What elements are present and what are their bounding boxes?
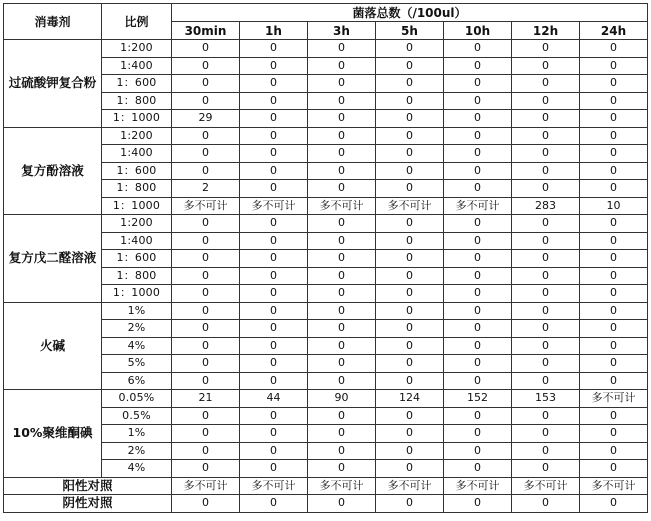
count-cell: 0 [376,145,444,163]
ratio-cell: 1：1000 [102,285,172,303]
count-cell: 0 [172,75,240,93]
count-cell: 0 [444,180,512,198]
count-cell: 0 [512,250,580,268]
count-cell: 0 [444,162,512,180]
count-cell: 0 [580,250,648,268]
count-cell: 0 [240,215,308,233]
count-cell: 0 [580,495,648,513]
count-cell: 0 [308,495,376,513]
count-cell: 0 [240,337,308,355]
count-cell: 0 [308,302,376,320]
ratio-cell: 1：600 [102,75,172,93]
count-cell: 0 [444,425,512,443]
count-cell: 多不可计 [512,477,580,495]
count-cell: 0 [240,460,308,478]
count-cell: 124 [376,390,444,408]
ratio-cell: 1：800 [102,267,172,285]
count-cell: 0 [240,92,308,110]
count-cell: 0 [308,355,376,373]
count-cell: 0 [376,92,444,110]
count-cell: 10 [580,197,648,215]
count-cell: 0 [444,57,512,75]
header-time: 1h [240,22,308,40]
count-cell: 0 [240,145,308,163]
count-cell: 0 [444,407,512,425]
ratio-cell: 1：800 [102,92,172,110]
count-cell: 0 [376,267,444,285]
table-row [4,215,648,233]
count-cell: 0 [172,267,240,285]
count-cell: 0 [580,145,648,163]
count-cell: 多不可计 [308,197,376,215]
count-cell: 0 [308,250,376,268]
count-cell: 0 [512,302,580,320]
count-cell: 0 [172,127,240,145]
agent-name-cell: 复方酚溶液 [4,127,102,215]
ratio-cell: 4% [102,337,172,355]
count-cell: 0 [308,320,376,338]
ratio-cell: 0.5% [102,407,172,425]
count-cell: 0 [444,460,512,478]
count-cell: 0 [240,407,308,425]
count-cell: 152 [444,390,512,408]
count-cell: 0 [240,425,308,443]
count-cell: 0 [376,425,444,443]
count-cell: 0 [172,57,240,75]
count-cell: 0 [308,425,376,443]
count-cell: 0 [580,75,648,93]
count-cell: 0 [172,250,240,268]
count-cell: 0 [376,57,444,75]
count-cell: 0 [444,232,512,250]
count-cell: 0 [580,40,648,58]
count-cell: 多不可计 [444,197,512,215]
count-cell: 283 [512,197,580,215]
count-cell: 0 [308,460,376,478]
table-row [4,40,648,58]
count-cell: 0 [580,127,648,145]
ratio-cell: 4% [102,460,172,478]
count-cell: 0 [240,162,308,180]
count-cell: 0 [376,75,444,93]
count-cell: 0 [580,355,648,373]
count-cell: 0 [444,337,512,355]
count-cell: 0 [444,127,512,145]
ratio-cell: 1% [102,425,172,443]
count-cell: 0 [580,442,648,460]
count-cell: 0 [172,215,240,233]
count-cell: 0 [172,442,240,460]
ratio-cell: 2% [102,320,172,338]
table-row [4,127,648,145]
agent-name-cell: 10%聚维酮碘 [4,390,102,478]
count-cell: 0 [512,162,580,180]
count-cell: 0 [444,40,512,58]
count-cell: 0 [308,145,376,163]
count-cell: 多不可计 [376,477,444,495]
table-row [4,390,648,408]
count-cell: 0 [512,442,580,460]
count-cell: 0 [512,232,580,250]
count-cell: 0 [240,285,308,303]
count-cell: 0 [444,302,512,320]
header-time: 3h [308,22,376,40]
count-cell: 0 [580,92,648,110]
count-cell: 44 [240,390,308,408]
count-cell: 0 [308,215,376,233]
ratio-cell: 0.05% [102,390,172,408]
count-cell: 0 [444,145,512,163]
count-cell: 0 [444,355,512,373]
control-label-cell: 阴性对照 [4,495,172,513]
count-cell: 0 [444,495,512,513]
count-cell: 0 [512,407,580,425]
count-cell: 0 [512,460,580,478]
table-row [4,302,648,320]
count-cell: 0 [512,267,580,285]
count-cell: 0 [240,267,308,285]
count-cell: 0 [172,40,240,58]
count-cell: 0 [512,425,580,443]
count-cell: 0 [172,372,240,390]
count-cell: 0 [580,337,648,355]
ratio-cell: 1：600 [102,250,172,268]
count-cell: 0 [376,250,444,268]
header-time: 30min [172,22,240,40]
count-cell: 0 [308,232,376,250]
disinfectant-table-wrapper [3,3,648,513]
count-cell: 0 [444,110,512,128]
count-cell: 0 [308,267,376,285]
ratio-cell: 1:400 [102,232,172,250]
count-cell: 0 [308,75,376,93]
count-cell: 0 [308,57,376,75]
ratio-cell: 2% [102,442,172,460]
count-cell: 0 [308,372,376,390]
count-cell: 0 [240,320,308,338]
header-time: 24h [580,22,648,40]
header-time: 12h [512,22,580,40]
control-label-cell: 阳性对照 [4,477,172,495]
count-cell: 0 [308,110,376,128]
count-cell: 0 [376,127,444,145]
count-cell: 0 [512,40,580,58]
ratio-cell: 1：600 [102,162,172,180]
ratio-cell: 1：1000 [102,110,172,128]
colony-count-table [3,3,648,513]
header-row-top [4,4,648,22]
count-cell: 0 [240,250,308,268]
count-cell: 0 [172,92,240,110]
count-cell: 0 [580,215,648,233]
count-cell: 0 [376,285,444,303]
count-cell: 0 [240,127,308,145]
header-ratio: 比例 [102,4,172,40]
count-cell: 0 [376,302,444,320]
count-cell: 0 [444,320,512,338]
count-cell: 0 [580,320,648,338]
count-cell: 0 [240,495,308,513]
count-cell: 0 [240,40,308,58]
count-cell: 0 [580,232,648,250]
count-cell: 0 [376,215,444,233]
count-cell: 0 [172,285,240,303]
count-cell: 0 [512,57,580,75]
count-cell: 0 [240,57,308,75]
count-cell: 0 [512,355,580,373]
count-cell: 21 [172,390,240,408]
ratio-cell: 5% [102,355,172,373]
control-row [4,477,648,495]
count-cell: 0 [308,162,376,180]
count-cell: 0 [172,302,240,320]
header-time: 5h [376,22,444,40]
ratio-cell: 1：1000 [102,197,172,215]
count-cell: 0 [172,355,240,373]
count-cell: 0 [308,442,376,460]
count-cell: 0 [308,40,376,58]
count-cell: 0 [308,127,376,145]
header-time: 10h [444,22,512,40]
count-cell: 0 [172,145,240,163]
count-cell: 0 [376,407,444,425]
header-agent: 消毒剂 [4,4,102,40]
count-cell: 0 [172,460,240,478]
count-cell: 多不可计 [444,477,512,495]
count-cell: 0 [308,337,376,355]
count-cell: 0 [580,110,648,128]
count-cell: 多不可计 [240,477,308,495]
count-cell: 0 [376,495,444,513]
ratio-cell: 6% [102,372,172,390]
count-cell: 0 [240,355,308,373]
agent-name-cell: 过硫酸钾复合粉 [4,40,102,128]
count-cell: 0 [512,285,580,303]
ratio-cell: 1:200 [102,40,172,58]
count-cell: 153 [512,390,580,408]
count-cell: 0 [512,180,580,198]
count-cell: 多不可计 [240,197,308,215]
count-cell: 0 [172,162,240,180]
ratio-cell: 1:400 [102,145,172,163]
count-cell: 多不可计 [172,477,240,495]
count-cell: 0 [240,302,308,320]
count-cell: 0 [172,337,240,355]
count-cell: 多不可计 [172,197,240,215]
count-cell: 0 [376,337,444,355]
agent-name-cell: 火碱 [4,302,102,390]
count-cell: 0 [308,92,376,110]
count-cell: 0 [512,110,580,128]
count-cell: 0 [240,372,308,390]
count-cell: 0 [512,320,580,338]
count-cell: 0 [580,372,648,390]
ratio-cell: 1:200 [102,215,172,233]
count-cell: 0 [240,180,308,198]
count-cell: 0 [444,92,512,110]
count-cell: 0 [444,75,512,93]
count-cell: 0 [444,372,512,390]
count-cell: 0 [580,180,648,198]
control-row [4,495,648,513]
count-cell: 0 [512,75,580,93]
count-cell: 0 [376,372,444,390]
count-cell: 0 [580,57,648,75]
count-cell: 0 [580,267,648,285]
ratio-cell: 1% [102,302,172,320]
count-cell: 0 [240,110,308,128]
count-cell: 0 [512,337,580,355]
count-cell: 0 [376,180,444,198]
count-cell: 0 [172,495,240,513]
table-body [4,40,648,513]
count-cell: 0 [376,40,444,58]
count-cell: 0 [512,145,580,163]
count-cell: 0 [376,442,444,460]
count-cell: 0 [580,407,648,425]
ratio-cell: 1:200 [102,127,172,145]
count-cell: 0 [444,215,512,233]
count-cell: 0 [444,267,512,285]
count-cell: 0 [376,110,444,128]
count-cell: 多不可计 [376,197,444,215]
count-cell: 0 [580,302,648,320]
count-cell: 0 [308,407,376,425]
count-cell: 0 [376,232,444,250]
count-cell: 0 [444,442,512,460]
count-cell: 0 [240,75,308,93]
ratio-cell: 1:400 [102,57,172,75]
count-cell: 29 [172,110,240,128]
count-cell: 多不可计 [308,477,376,495]
count-cell: 0 [240,232,308,250]
agent-name-cell: 复方戊二醛溶液 [4,215,102,303]
count-cell: 0 [308,180,376,198]
count-cell: 0 [376,320,444,338]
count-cell: 0 [580,425,648,443]
header-count-title: 菌落总数（/100ul） [172,4,648,22]
count-cell: 0 [376,162,444,180]
count-cell: 0 [580,285,648,303]
count-cell: 0 [240,442,308,460]
count-cell: 0 [512,372,580,390]
count-cell: 0 [444,250,512,268]
count-cell: 0 [172,407,240,425]
count-cell: 0 [512,495,580,513]
count-cell: 0 [512,215,580,233]
count-cell: 2 [172,180,240,198]
count-cell: 0 [172,320,240,338]
count-cell: 多不可计 [580,390,648,408]
count-cell: 0 [580,162,648,180]
count-cell: 0 [376,460,444,478]
ratio-cell: 1：800 [102,180,172,198]
count-cell: 0 [580,460,648,478]
count-cell: 0 [172,425,240,443]
count-cell: 0 [512,127,580,145]
count-cell: 0 [444,285,512,303]
count-cell: 90 [308,390,376,408]
count-cell: 0 [308,285,376,303]
count-cell: 0 [512,92,580,110]
count-cell: 0 [376,355,444,373]
count-cell: 0 [172,232,240,250]
count-cell: 多不可计 [580,477,648,495]
